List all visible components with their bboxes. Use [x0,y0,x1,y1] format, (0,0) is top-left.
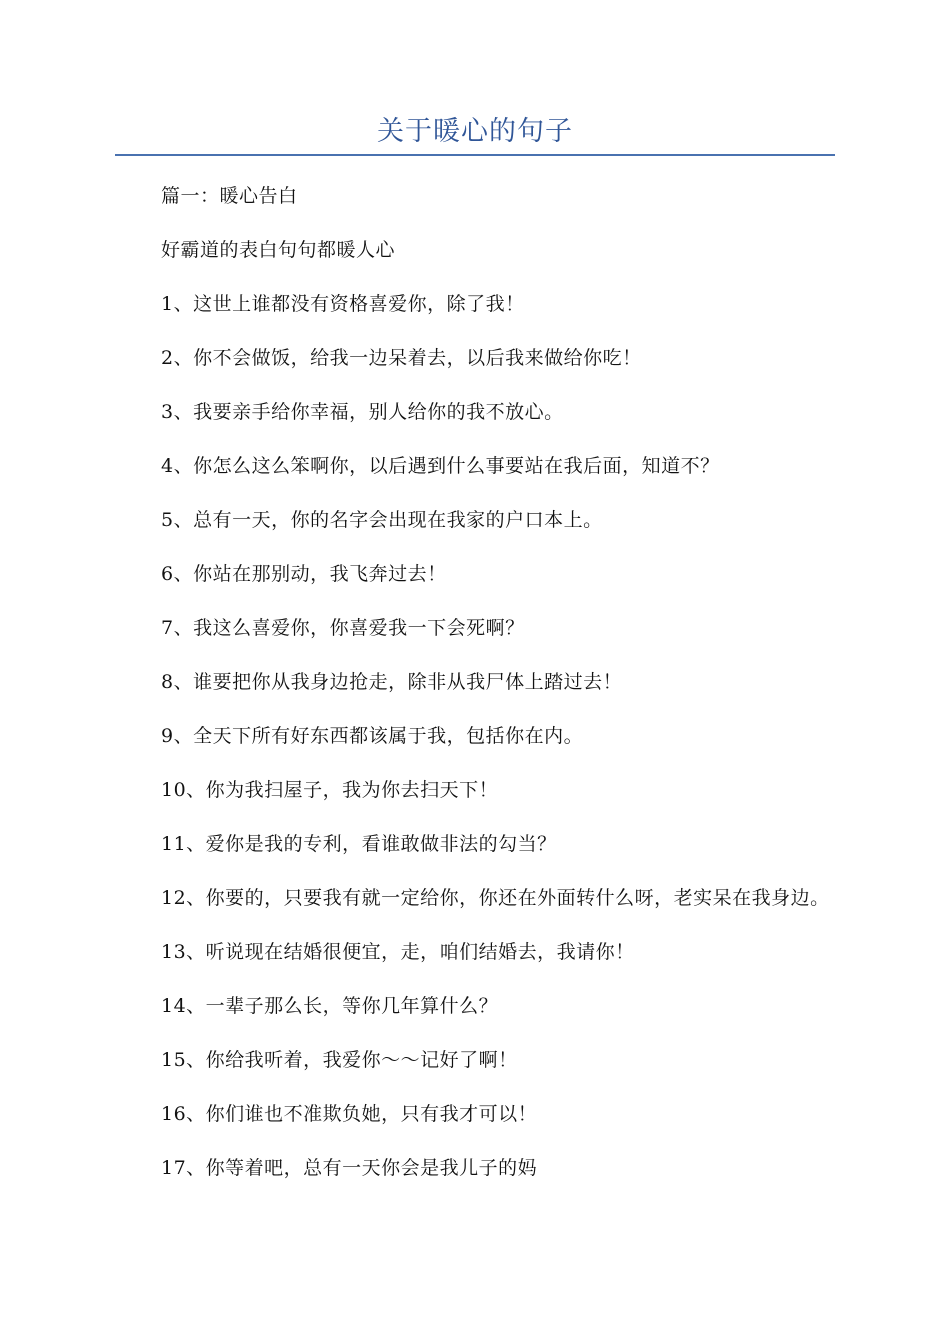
title-underline [115,154,835,156]
list-item: 17、你等着吧，总有一天你会是我儿子的妈 [161,1157,538,1179]
list-item: 9、全天下所有好东西都该属于我，包括你在内。 [161,725,584,747]
list-item: 13、听说现在结婚很便宜，走，咱们结婚去，我请你！ [161,941,635,963]
list-item: 15、你给我听着，我爱你～～记好了啊！ [161,1049,518,1071]
section-heading: 篇一：暖心告白 [161,185,298,207]
list-item: 8、谁要把你从我身边抢走，除非从我尸体上踏过去！ [161,671,623,693]
list-item: 7、我这么喜爱你，你喜爱我一下会死啊？ [161,617,525,639]
list-item: 4、你怎么这么笨啊你，以后遇到什么事要站在我后面，知道不？ [161,455,720,477]
list-item: 11、爱你是我的专利，看谁敢做非法的勾当？ [161,833,557,855]
subheading: 好霸道的表白句句都暖人心 [161,239,396,261]
list-item: 3、我要亲手给你幸福，别人给你的我不放心。 [161,401,564,423]
list-item: 2、你不会做饭，给我一边呆着去，以后我来做给你吃！ [161,347,642,369]
list-item: 1、这世上谁都没有资格喜爱你，除了我！ [161,293,525,315]
document-body [115,176,835,1202]
list-item: 10、你为我扫屋子，我为你去扫天下！ [161,779,499,801]
list-item: 12、你要的，只要我有就一定给你，你还在外面转什么呀，老实呆在我身边。 [161,887,830,909]
list-item: 5、总有一天，你的名字会出现在我家的户口本上。 [161,509,603,531]
page-title: 关于暖心的句子 [377,116,573,147]
list-item: 14、一辈子那么长，等你几年算什么？ [161,995,499,1017]
list-item: 16、你们谁也不准欺负她，只有我才可以！ [161,1103,538,1125]
list-item: 6、你站在那别动，我飞奔过去！ [161,563,447,585]
